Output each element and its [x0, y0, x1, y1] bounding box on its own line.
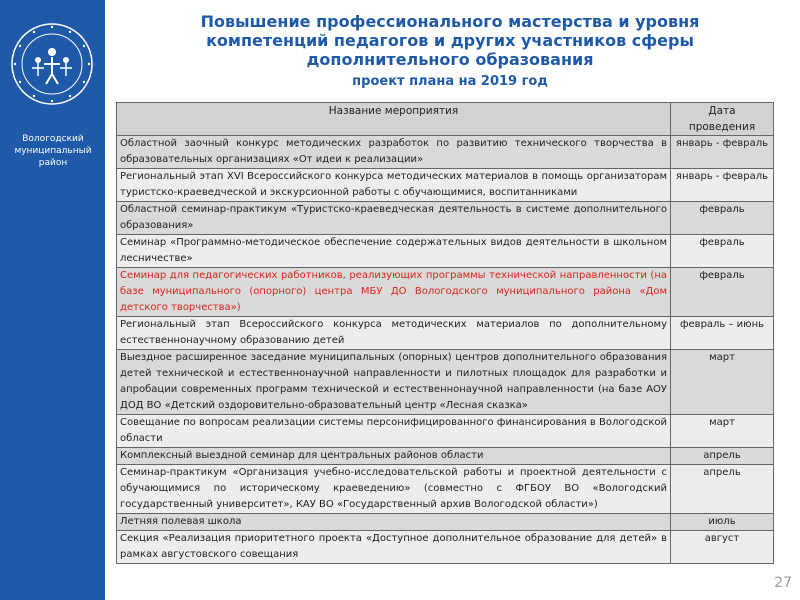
event-date: февраль — [671, 202, 774, 235]
event-name: Семинар «Программно-методическое обеспечение содержательных видов деятельности в школьном лесничестве» — [117, 235, 671, 268]
table-row — [117, 317, 774, 350]
event-name: Областной заочный конкурс методических разработок по развитию технического творчества в образовательных организациях «От идеи к реализации» — [117, 136, 671, 169]
sidebar — [0, 0, 105, 600]
event-date: июль — [671, 514, 774, 531]
table-row — [117, 448, 774, 465]
table-header-row — [117, 103, 774, 136]
event-name: Семинар-практикум «Организация учебно-исследовательской работы и проектной деятельности с обучающимися по историческому краеведению» (совместно с ФГБОУ ВО «Вологодский государственный университет», КАУ ВО «Государственный архив Вологодской области») — [117, 465, 671, 514]
event-name: Секция «Реализация приоритетного проекта «Доступное дополнительное образование для детей» в рамках августовского совещания — [117, 531, 671, 564]
event-date: январь - февраль — [671, 136, 774, 169]
table-row — [117, 531, 774, 564]
event-name: Комплексный выездной семинар для центральных районов области — [117, 448, 671, 465]
event-date: март — [671, 415, 774, 448]
column-header-date: Дата проведения — [671, 103, 774, 136]
org-name: Вологодский муниципальный район — [14, 134, 92, 168]
page-number: 27 — [774, 575, 792, 591]
event-name: Областной семинар-практикум «Туристско-краеведческая деятельность в системе дополнительного образования» — [117, 202, 671, 235]
event-name: Выездное расширенное заседание муниципальных (опорных) центров дополнительного образования детей технической и естественнонаучной направленности и пилотных площадок для разработки и апробации современных программ технической и естественнонаучной направленности (на базе АОУ ДОД ВО «Детский оздоровительно-образовательный центр «Лесная сказка» — [117, 350, 671, 415]
table-row — [117, 268, 774, 317]
event-date: апрель — [671, 465, 774, 514]
table-row — [117, 350, 774, 415]
event-name: Летняя полевая школа — [117, 514, 671, 531]
table-row — [117, 465, 774, 514]
event-date: февраль — [671, 235, 774, 268]
table-row — [117, 415, 774, 448]
event-date: январь - февраль — [671, 169, 774, 202]
event-date: апрель — [671, 448, 774, 465]
table-row — [117, 202, 774, 235]
page-subtitle: проект плана на 2019 год — [352, 74, 548, 89]
event-name: Региональный этап Всероссийского конкурса методических материалов по дополнительному естественнонаучному образованию детей — [117, 317, 671, 350]
event-name: Региональный этап XVI Всероссийского конкурса методических материалов в помощь организаторам туристско-краеведческой и экскурсионной работы с обучающимися, воспитанниками — [117, 169, 671, 202]
district-emblem-icon — [10, 22, 94, 106]
page-title: Повышение профессионального мастерства и уровня компетенций педагогов и других участников сферы дополнительного образования — [200, 12, 700, 69]
event-date: март — [671, 350, 774, 415]
event-date: август — [671, 531, 774, 564]
table-row — [117, 235, 774, 268]
event-date: февраль — [671, 268, 774, 317]
event-name: Совещание по вопросам реализации системы персонифицированного финансирования в Вологодской области — [117, 415, 671, 448]
column-header-name: Название мероприятия — [117, 103, 671, 136]
table-row — [117, 169, 774, 202]
event-name: Семинар для педагогических работников, реализующих программы технической направленности (на базе муниципального (опорного) центра МБУ ДО Вологодского муниципального района «Дом детского творчества») — [117, 268, 671, 317]
events-table — [116, 102, 774, 564]
table-row — [117, 136, 774, 169]
event-date: февраль – июнь — [671, 317, 774, 350]
table-row — [117, 514, 774, 531]
